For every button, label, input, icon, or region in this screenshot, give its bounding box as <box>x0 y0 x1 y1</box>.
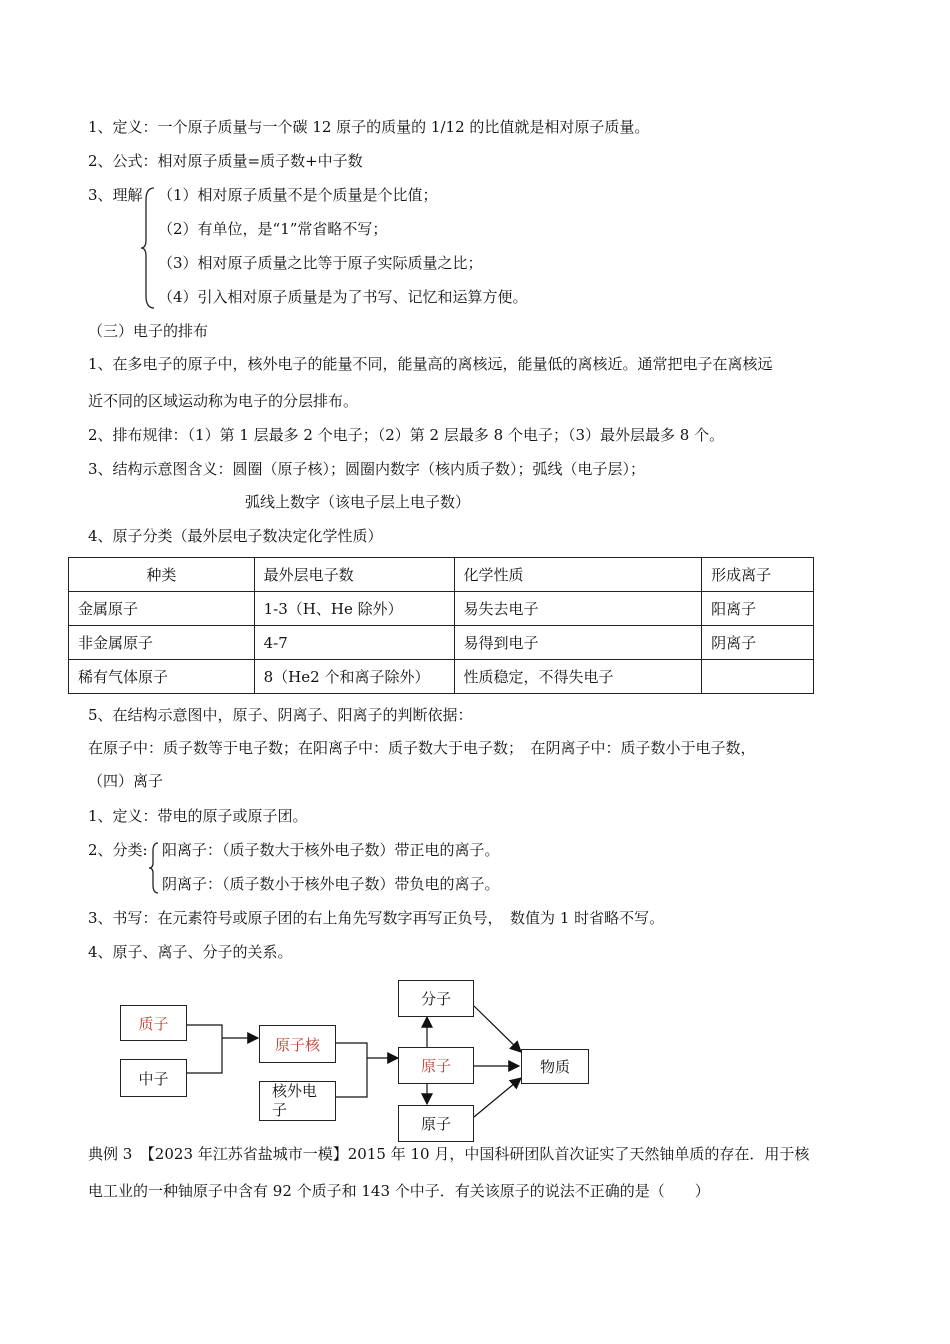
table-header: 形成离子 <box>702 558 814 592</box>
proton-connector <box>187 1025 222 1038</box>
table-cell: 金属原子 <box>69 592 255 626</box>
lower-atom-to-matter-arrow <box>474 1078 521 1117</box>
nucleus-box: 原子核 <box>259 1025 336 1063</box>
paragraph-3a: 3、结构示意图含义：圆圈（原子核）；圆圈内数字（核内质子数）；弧线（电子层）； <box>88 460 646 478</box>
table-cell: 性质稳定，不得失电子 <box>454 660 702 694</box>
nucleus-connector <box>336 1043 367 1058</box>
table-cell: 易失去电子 <box>454 592 702 626</box>
lower-atom-box: 原子 <box>398 1105 474 1142</box>
matter-box: 物质 <box>521 1049 589 1084</box>
section-heading-ion: （四）离子 <box>88 772 164 790</box>
neutron-box: 中子 <box>120 1059 187 1097</box>
example-line-1: 典例 3 【2023 年江苏省盐城市一模】2015 年 10 月，中国科研团队首次证实了天然铀单质的存在．用于核 <box>88 1145 810 1163</box>
paragraph-4: 4、原子分类（最外层电子数决定化学性质） <box>88 527 383 545</box>
table-cell: 1-3（H、He 除外） <box>254 592 454 626</box>
ion-class-label: 2、分类: <box>88 841 148 859</box>
neutron-connector <box>187 1038 222 1073</box>
formula-line: 2、公式：相对原子质量=质子数+中子数 <box>88 152 363 170</box>
table-cell: 易得到电子 <box>454 626 702 660</box>
relation-line: 4、原子、离子、分子的关系。 <box>88 943 293 961</box>
table-cell: 稀有气体原子 <box>69 660 255 694</box>
table-cell: 4-7 <box>254 626 454 660</box>
electron-box <box>259 1081 336 1121</box>
table-header: 化学性质 <box>454 558 702 592</box>
understand-item-1: （1）相对原子质量不是个质量是个比值； <box>158 186 438 204</box>
proton-box: 质子 <box>120 1005 187 1041</box>
understand-item-2: （2）有单位，是“1”常省略不写； <box>158 220 388 238</box>
electron-label-line1: 核外电 <box>272 1082 318 1100</box>
section-heading-electron: （三）电子的排布 <box>88 322 209 340</box>
example-line-2: 电工业的一种铀原子中含有 92 个质子和 143 个中子．有关该原子的说法不正确的是（ ） <box>88 1182 710 1200</box>
molecule-to-matter-arrow <box>474 1006 521 1052</box>
paragraph-1b: 近不同的区域运动称为电子的分层排布。 <box>88 392 359 410</box>
table-header: 最外层电子数 <box>254 558 454 592</box>
atom-box: 原子 <box>398 1047 474 1084</box>
electron-label-line2: 子 <box>272 1101 288 1119</box>
paragraph-3b: 弧线上数字（该电子层上电子数） <box>245 493 471 511</box>
paragraph-2: 2、排布规律：（1）第 1 层最多 2 个电子；（2）第 2 层最多 8 个电子；（3）最外层最多 8 个。 <box>88 426 725 444</box>
cation-item: 阳离子：（质子数大于核外电子数）带正电的离子。 <box>162 841 500 859</box>
anion-item: 阴离子：（质子数小于核外电子数）带负电的离子。 <box>162 875 500 893</box>
paragraph-1a: 1、在多电子的原子中，核外电子的能量不同，能量高的离核远，能量低的离核近。通常把电子在离核远 <box>88 355 773 373</box>
table-cell: 8（He2 个和离子除外） <box>254 660 454 694</box>
ion-definition: 1、定义：带电的原子或原子团。 <box>88 807 308 825</box>
paragraph-5b: 在原子中：质子数等于电子数；在阳离子中：质子数大于电子数； 在阴离子中：质子数小于电子数， <box>88 739 756 757</box>
table-header: 种类 <box>69 558 255 592</box>
table-cell: 阴离子 <box>702 626 814 660</box>
understand-item-4: （4）引入相对原子质量是为了书写、记忆和运算方便。 <box>158 288 528 306</box>
understand-item-3: （3）相对原子质量之比等于原子实际质量之比； <box>158 254 483 272</box>
paragraph-5: 5、在结构示意图中，原子、阴离子、阳离子的判断依据： <box>88 706 473 724</box>
molecule-box: 分子 <box>398 980 474 1017</box>
ion-writing: 3、书写：在元素符号或原子团的右上角先写数字再写正负号， 数值为 1 时省略不写。 <box>88 909 665 927</box>
definition-line: 1、定义：一个原子质量与一个碳 12 原子的质量的 1/12 的比值就是相对原子质量。 <box>88 118 650 136</box>
understand-label: 3、理解 <box>88 186 143 204</box>
electron-connector <box>336 1058 367 1097</box>
table-cell: 阳离子 <box>702 592 814 626</box>
table-cell: 非金属原子 <box>69 626 255 660</box>
